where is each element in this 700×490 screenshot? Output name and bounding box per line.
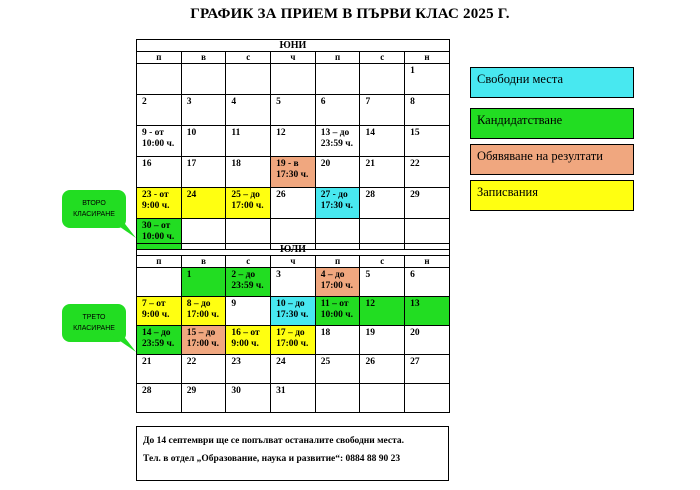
day-cell-application: 30 – от 10:00 ч. [137,219,182,250]
day-cell [226,64,271,95]
day-cell-enrollment: 23 - от 9:00 ч. [137,188,182,219]
callout-pointer [108,218,138,242]
day-cell-results: 19 - в 17:30 ч. [271,157,316,188]
day-cell: 19 [360,326,405,355]
day-cell: 11 [226,126,271,157]
day-cell: 26 [360,355,405,384]
day-cell-enrollment: 16 – от 9:00 ч. [226,326,271,355]
day-cell: 13 – до 23:59 ч. [315,126,360,157]
weekday-label: ч [271,52,316,64]
day-cell: 14 [360,126,405,157]
day-cell-enrollment: 7 – от 9:00 ч. [137,297,182,326]
day-cell [271,64,316,95]
day-cell-free-places: 27 - до 17:30 ч. [315,188,360,219]
day-cell: 22 [181,355,226,384]
day-cell [405,384,450,413]
day-cell: 4 [226,95,271,126]
day-cell: 9 - от 10:00 ч. [137,126,182,157]
day-cell-results: 4 – до 17:00 ч. [315,268,360,297]
day-cell: 10 [181,126,226,157]
day-cell: 22 [405,157,450,188]
day-cell: 26 [271,188,316,219]
day-cell: 28 [137,384,182,413]
day-cell-application: 1 [181,268,226,297]
day-cell: 24 [271,355,316,384]
day-cell-enrollment: 24 [181,188,226,219]
day-cell [360,384,405,413]
note-phone-line: Тел. в отдел „Образование, наука и развитие“: 0884 88 90 23 [143,454,401,464]
day-cell: 25 [315,355,360,384]
day-cell [315,384,360,413]
day-cell: 9 [226,297,271,326]
legend-enrollment: Записвания [470,180,634,211]
legend-results: Обявяване на резултати [470,144,634,175]
day-cell: 30 [226,384,271,413]
day-cell-enrollment: 25 – до 17:00 ч. [226,188,271,219]
day-cell: 7 [360,95,405,126]
day-cell: 28 [360,188,405,219]
day-cell-results: 15 – до 17:00 ч. [181,326,226,355]
day-cell-enrollment: 8 – до 17:00 ч. [181,297,226,326]
weekday-label: в [181,256,226,268]
day-cell: 31 [271,384,316,413]
legend-application: Кандидатстване [470,108,634,139]
day-cell [181,64,226,95]
month-name: ЮЛИ [137,244,450,256]
day-cell: 27 [405,355,450,384]
june-calendar [136,39,450,250]
day-cell: 3 [271,268,316,297]
day-cell: 20 [315,157,360,188]
weekday-label: в [181,52,226,64]
weekday-label: с [360,52,405,64]
callout-pointer [108,332,138,356]
weekday-label: с [226,52,271,64]
day-cell: 6 [405,268,450,297]
day-cell: 5 [360,268,405,297]
day-cell: 8 [405,95,450,126]
weekday-label: п [137,256,182,268]
callout-line: ВТОРО [82,200,106,207]
day-cell [360,64,405,95]
day-cell: 15 [405,126,450,157]
day-cell: 21 [137,355,182,384]
weekday-label: с [360,256,405,268]
callout-line: КЛАСИРАНЕ [73,211,115,218]
day-cell: 5 [271,95,316,126]
month-name: ЮНИ [137,40,450,52]
day-cell: 17 [181,157,226,188]
day-cell-application: 13 [405,297,450,326]
note-line: До 14 септември ще се попълват останалите свободни места. [143,436,405,446]
day-cell: 18 [226,157,271,188]
day-cell: 29 [181,384,226,413]
weekday-label: п [315,256,360,268]
day-cell [315,64,360,95]
callout-line: КЛАСИРАНЕ [73,325,115,332]
day-cell: 2 [137,95,182,126]
day-cell: 3 [181,95,226,126]
weekday-label: н [405,52,450,64]
weekday-label: н [405,256,450,268]
day-cell [137,64,182,95]
day-cell-enrollment: 17 – до 17:00 ч. [271,326,316,355]
page-title: ГРАФИК ЗА ПРИЕМ В ПЪРВИ КЛАС 2025 Г. [190,6,510,22]
callout-line: ТРЕТО [82,314,106,321]
day-cell-free-places: 10 – до 17:30 ч. [271,297,316,326]
legend-free-places: Свободни места [470,67,634,98]
info-note [136,426,449,481]
day-cell-application: 14 – до 23:59 ч. [137,326,182,355]
day-cell: 23 [226,355,271,384]
day-cell-application: 2 – до 23:59 ч. [226,268,271,297]
day-cell: 16 [137,157,182,188]
day-cell: 21 [360,157,405,188]
day-cell: 1 [405,64,450,95]
weekday-label: п [137,52,182,64]
day-cell-application: 11 – от 10:00 ч. [315,297,360,326]
weekday-label: п [315,52,360,64]
day-cell: 12 [271,126,316,157]
weekday-label: ч [271,256,316,268]
day-cell-application: 12 [360,297,405,326]
day-cell: 6 [315,95,360,126]
july-calendar [136,243,450,413]
day-cell: 18 [315,326,360,355]
day-cell: 29 [405,188,450,219]
weekday-label: с [226,256,271,268]
day-cell [137,268,182,297]
day-cell: 20 [405,326,450,355]
